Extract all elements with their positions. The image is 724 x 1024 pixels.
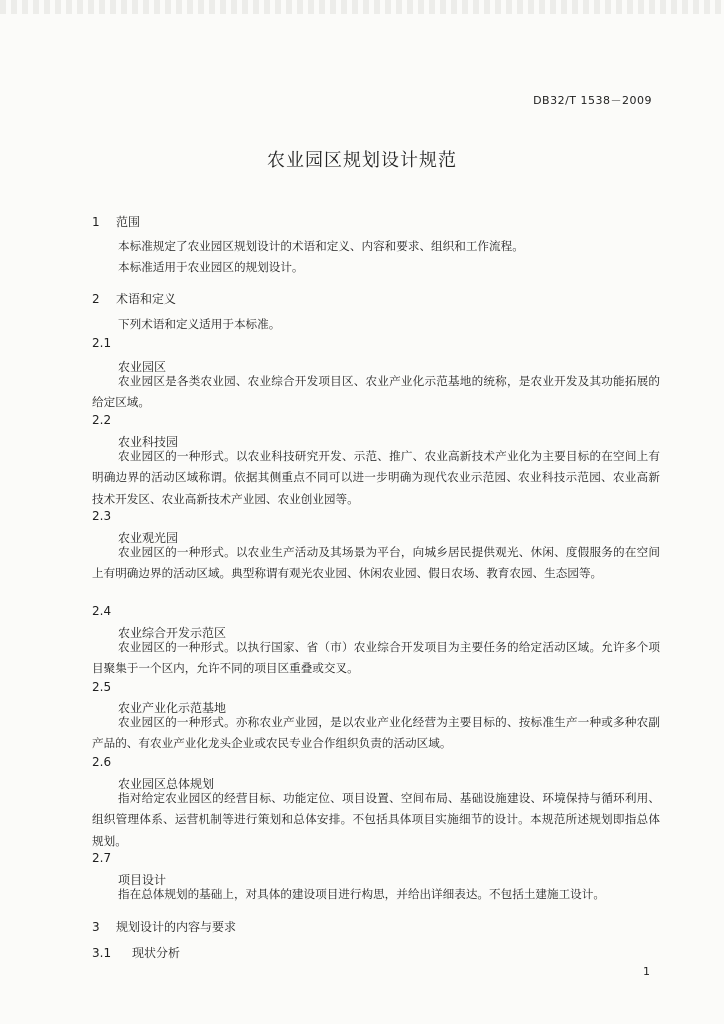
clause-number: 2.1 (92, 336, 112, 350)
term-definition: 指在总体规划的基础上，对具体的建设项目进行构思，并给出详细表达。不包括土建施工设计。 (118, 887, 605, 901)
section-title: 规划设计的内容与要求 (116, 920, 237, 934)
paragraph: 本标准适用于农业园区的规划设计。 (118, 260, 304, 274)
section-3-heading (92, 918, 236, 935)
section-title: 范围 (116, 215, 141, 229)
subsection-3-1-heading (92, 944, 180, 961)
section-number: 3 (92, 920, 100, 934)
section-2-heading (92, 290, 176, 307)
term-title: 农业园区总体规划 (118, 777, 215, 791)
clause-number: 2.5 (92, 680, 112, 694)
term-definition: 农业园区的一种形式。以执行国家、省（市）农业综合开发项目为主要任务的给定活动区域。允许多个项目聚集于一个区内，允许不同的项目区重叠或交叉。 (92, 640, 660, 676)
term-title: 农业综合开发示范区 (118, 626, 227, 640)
clause-number: 2.4 (92, 604, 112, 618)
section-number: 2 (92, 292, 100, 306)
term-definition: 农业园区是各类农业园、农业综合开发项目区、农业产业化示范基地的统称，是农业开发及其功能拓展的给定区域。 (92, 374, 660, 410)
page-title: 农业园区规划设计规范 (267, 150, 457, 171)
section-number: 3.1 (92, 946, 112, 960)
section-title: 现状分析 (132, 946, 181, 960)
clause-number: 2.6 (92, 755, 112, 769)
term-definition: 指对给定农业园区的经营目标、功能定位、项目设置、空间布局、基础设施建设、环境保持与循环利用、组织管理体系、运营机制等进行策划和总体安排。不包括具体项目实施细节的设计。本规范所述规划即指总体规划。 (92, 791, 660, 848)
term-title: 农业园区 (118, 360, 167, 374)
term-title: 农业产业化示范基地 (118, 701, 227, 715)
term-definition: 农业园区的一种形式。以农业科技研究开发、示范、推广、农业高新技术产业化为主要目标的在空间上有明确边界的活动区域称谓。依据其侧重点不同可以进一步明确为现代农业示范园、农业科技示范园、农业高新技术开发区、农业高新技术产业园、农业创业园等。 (92, 449, 660, 506)
page-number: 1 (643, 965, 650, 978)
paragraph: 下列术语和定义适用于本标准。 (118, 317, 281, 331)
clause-number: 2.7 (92, 851, 112, 865)
term-title: 农业观光园 (118, 531, 179, 545)
scan-edge (0, 0, 724, 14)
term-definition: 农业园区的一种形式。以农业生产活动及其场景为平台，向城乡居民提供观光、休闲、度假服务的在空间上有明确边界的活动区域。典型称谓有观光农业园、休闲农业园、假日农场、教育农园、生态园等。 (92, 545, 660, 581)
section-1-heading (92, 213, 140, 230)
clause-number: 2.2 (92, 413, 112, 427)
clause-number: 2.3 (92, 509, 112, 523)
term-definition: 农业园区的一种形式。亦称农业产业园，是以农业产业化经营为主要目标的、按标准生产一种或多种农副产品的、有农业产业化龙头企业或农民专业合作组织负责的活动区域。 (92, 715, 660, 751)
standard-code: DB32/T 1538－2009 (533, 94, 652, 107)
term-title: 项目设计 (118, 873, 167, 887)
section-number: 1 (92, 215, 100, 229)
paragraph: 本标准规定了农业园区规划设计的术语和定义、内容和要求、组织和工作流程。 (118, 239, 524, 253)
term-title: 农业科技园 (118, 435, 179, 449)
section-title: 术语和定义 (116, 292, 177, 306)
